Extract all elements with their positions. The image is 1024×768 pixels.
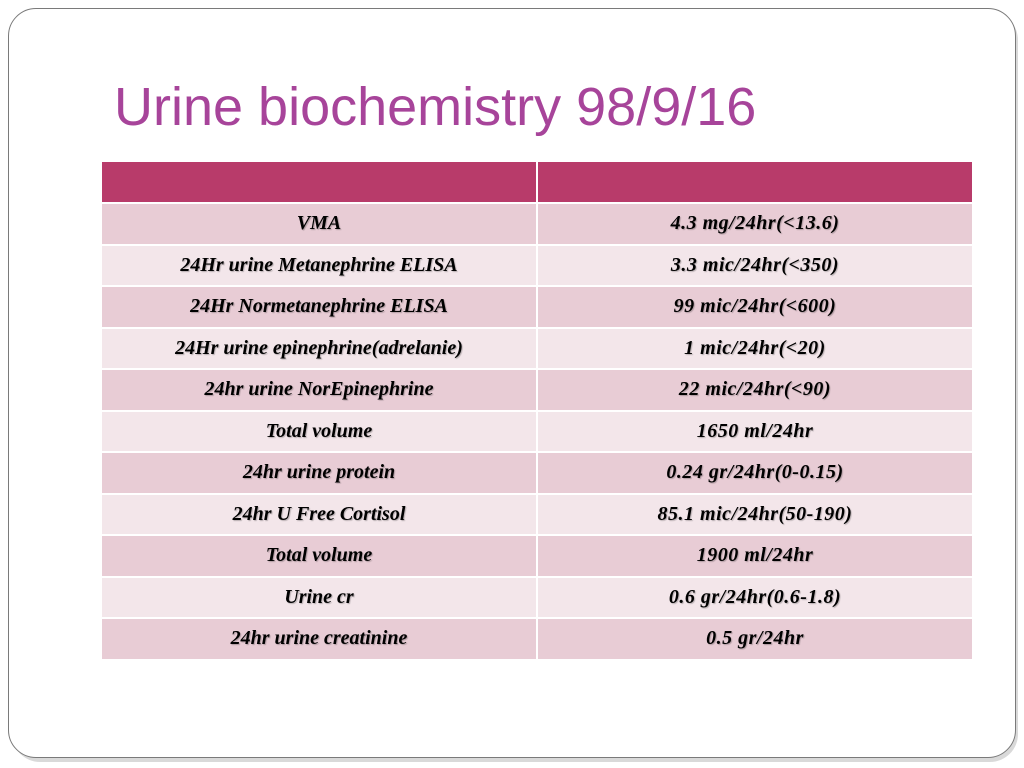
test-name-cell: Total volume xyxy=(102,411,537,453)
table-row xyxy=(102,452,972,494)
test-name-cell: 24Hr urine Metanephrine ELISA xyxy=(102,245,537,287)
table-body xyxy=(102,203,972,659)
test-name-cell: 24Hr urine epinephrine(adrelanie) xyxy=(102,328,537,370)
table-header-row xyxy=(102,162,972,203)
test-value-cell: 4.3 mg/24hr(<13.6) xyxy=(537,203,972,245)
header-cell-test xyxy=(102,162,537,203)
table-row xyxy=(102,203,972,245)
slide-title: Urine biochemistry 98/9/16 xyxy=(114,77,757,137)
test-name-cell: 24hr urine creatinine xyxy=(102,618,537,659)
test-value-cell: 0.24 gr/24hr(0-0.15) xyxy=(537,452,972,494)
test-name-cell: VMA xyxy=(102,203,537,245)
table-row xyxy=(102,411,972,453)
test-name-cell: 24hr urine protein xyxy=(102,452,537,494)
test-value-cell: 22 mic/24hr(<90) xyxy=(537,369,972,411)
header-cell-value xyxy=(537,162,972,203)
test-name-cell: Urine cr xyxy=(102,577,537,619)
test-name-cell: Total volume xyxy=(102,535,537,577)
table-row xyxy=(102,535,972,577)
test-value-cell: 1650 ml/24hr xyxy=(537,411,972,453)
test-name-cell: 24Hr Normetanephrine ELISA xyxy=(102,286,537,328)
test-value-cell: 85.1 mic/24hr(50-190) xyxy=(537,494,972,536)
table-row xyxy=(102,494,972,536)
test-name-cell: 24hr U Free Cortisol xyxy=(102,494,537,536)
test-value-cell: 99 mic/24hr(<600) xyxy=(537,286,972,328)
table-row xyxy=(102,369,972,411)
table-row xyxy=(102,286,972,328)
table-row xyxy=(102,618,972,659)
table-row xyxy=(102,328,972,370)
test-name-cell: 24hr urine NorEpinephrine xyxy=(102,369,537,411)
table-row xyxy=(102,245,972,287)
test-value-cell: 1 mic/24hr(<20) xyxy=(537,328,972,370)
test-value-cell: 1900 ml/24hr xyxy=(537,535,972,577)
results-table xyxy=(102,162,972,659)
table-row xyxy=(102,577,972,619)
test-value-cell: 0.5 gr/24hr xyxy=(537,618,972,659)
test-value-cell: 3.3 mic/24hr(<350) xyxy=(537,245,972,287)
test-value-cell: 0.6 gr/24hr(0.6-1.8) xyxy=(537,577,972,619)
